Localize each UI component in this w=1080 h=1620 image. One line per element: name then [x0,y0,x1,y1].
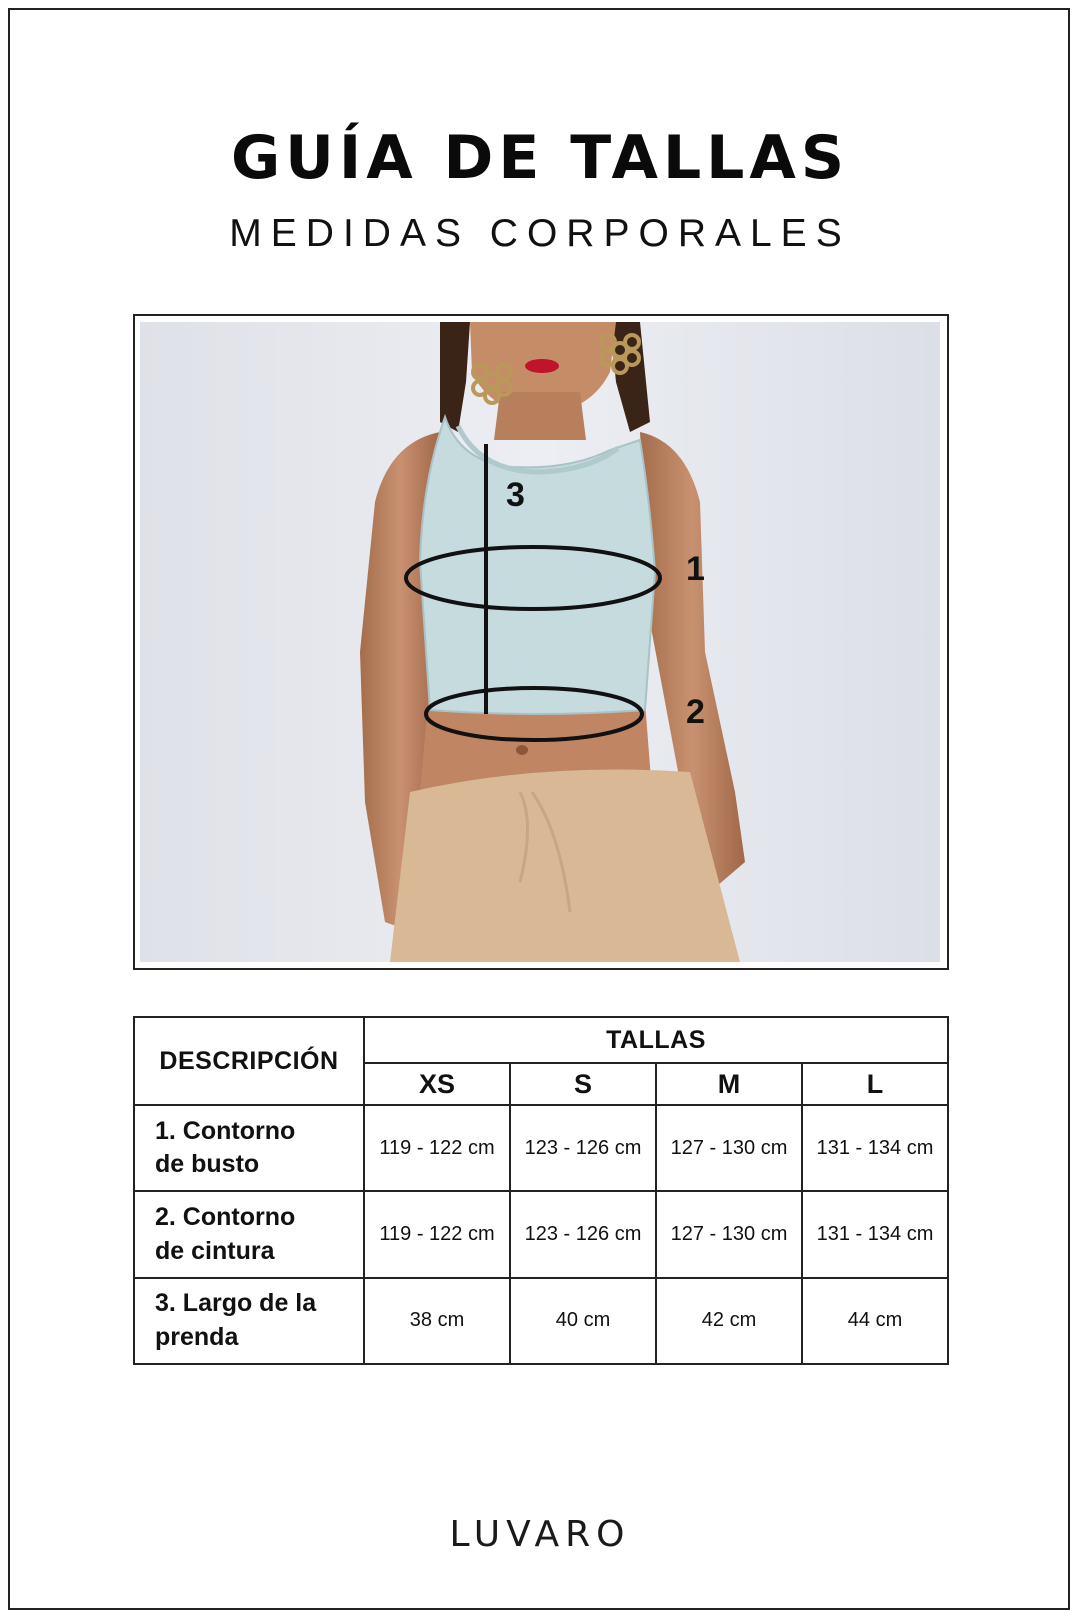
size-l-header: L [802,1063,948,1105]
model-photo [140,322,940,962]
description-header: DESCRIPCIÓN [134,1017,364,1105]
row-label-bust [134,1105,364,1191]
table-cell: 127 - 130 cm [656,1105,802,1191]
table-row [134,1191,948,1277]
row-label-line: 3. Largo de la [155,1289,317,1318]
row-label-length [134,1278,364,1364]
page-subtitle: MEDIDAS CORPORALES [229,212,851,255]
navel [516,745,528,755]
size-s-header: S [510,1063,656,1105]
table-cell: 131 - 134 cm [802,1105,948,1191]
row-label-waist [134,1191,364,1277]
marker-3: 3 [506,476,525,514]
row-label-line: de busto [155,1150,260,1179]
row-label-line: 1. Contorno [155,1116,296,1145]
pants [390,770,740,963]
table-cell: 44 cm [802,1278,948,1364]
table-cell: 131 - 134 cm [802,1191,948,1277]
page-title: GUÍA DE TALLAS [230,123,850,193]
measurement-illustration [140,322,940,962]
marker-2: 2 [686,693,705,731]
lips [525,359,559,373]
marker-1: 1 [686,550,705,588]
size-xs-header: XS [364,1063,510,1105]
size-table [133,1016,949,1365]
table-cell: 42 cm [656,1278,802,1364]
row-label-line: prenda [155,1322,239,1351]
table-cell: 38 cm [364,1278,510,1364]
table-row [134,1105,948,1191]
row-label-line: de cintura [155,1236,275,1265]
row-label-line: 2. Contorno [155,1202,296,1231]
sizes-header: TALLAS [364,1017,948,1063]
brand-logo: LUVARO [449,1514,631,1555]
table-cell: 127 - 130 cm [656,1191,802,1277]
table-cell: 123 - 126 cm [510,1105,656,1191]
table-cell: 123 - 126 cm [510,1191,656,1277]
table-row [134,1278,948,1364]
neck [494,392,586,440]
table-cell: 40 cm [510,1278,656,1364]
table-cell: 119 - 122 cm [364,1105,510,1191]
table-cell: 119 - 122 cm [364,1191,510,1277]
size-m-header: M [656,1063,802,1105]
